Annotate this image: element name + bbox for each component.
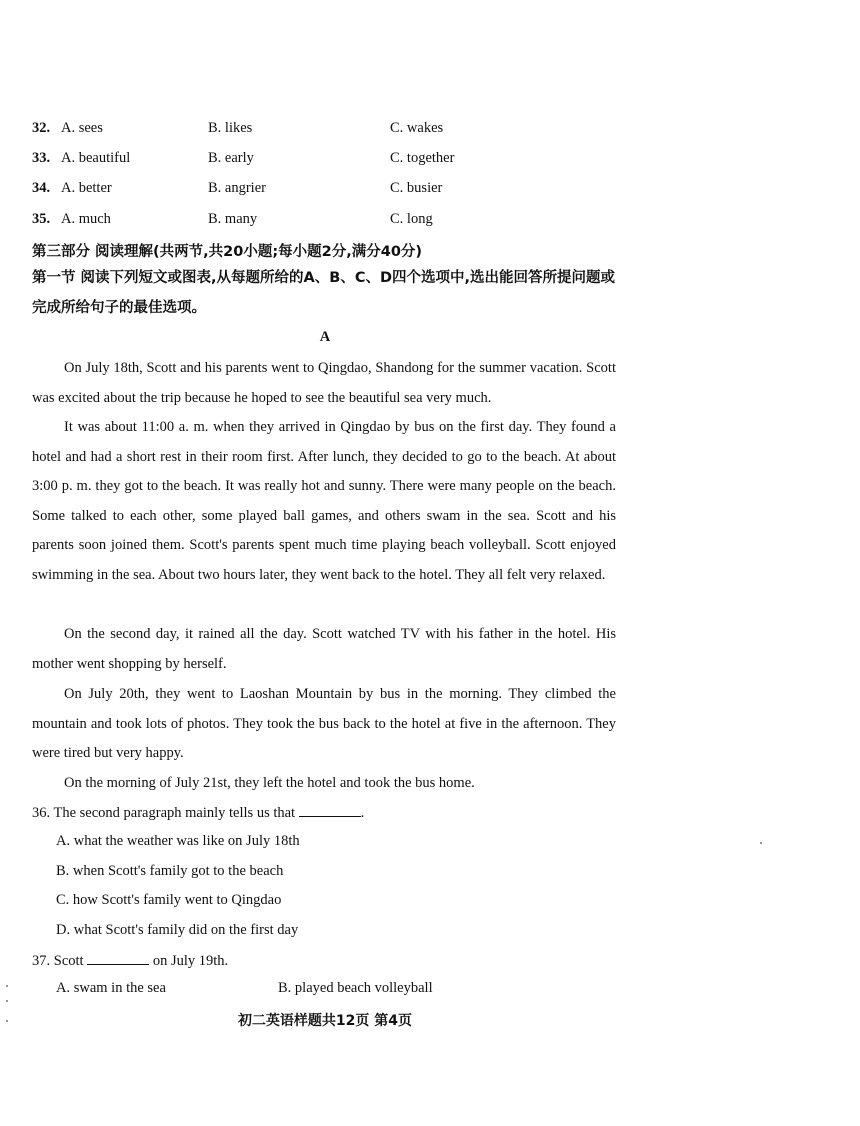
question-36-end: . [360, 805, 365, 821]
question-37-stem [32, 952, 228, 970]
question-36-choice-c: C. how Scott's family went to Qingdao [56, 892, 282, 908]
scan-speck [6, 1000, 8, 1002]
scan-speck [6, 985, 8, 987]
choice-c: C. busier [390, 180, 443, 196]
question-36-choice-a: A. what the weather was like on July 18th [56, 833, 300, 849]
question-number: 33. [32, 150, 51, 166]
option-row-33 [32, 150, 552, 170]
question-number: 35. [32, 211, 51, 227]
answer-blank [299, 804, 361, 817]
paragraph-1: On July 18th, Scott and his parents went to Qingdao, Shandong for the summer vacation. Scott was excited about the trip because he hoped to see the beautiful sea very much. [32, 360, 616, 406]
scan-speck [760, 842, 762, 844]
choice-b: B. angrier [208, 180, 266, 196]
choice-a: A. sees [61, 120, 103, 136]
option-row-34 [32, 180, 552, 200]
choice-c: C. together [390, 150, 455, 166]
question-number: 34. [32, 180, 51, 196]
question-37-choice-a: A. swam in the sea [56, 980, 166, 996]
paragraph-5: On the morning of July 21st, they left the hotel and took the bus home. [64, 775, 475, 791]
question-36-stem [32, 804, 364, 822]
question-36-text: 36. The second paragraph mainly tells us that [32, 805, 296, 821]
choice-b: B. many [208, 211, 258, 227]
page-footer: 初二英语样题共12页 第4页 [237, 1013, 413, 1029]
option-row-32 [32, 120, 552, 140]
section-three-title: 第三部分 阅读理解(共两节,共20小题;每小题2分,满分40分) [32, 244, 423, 260]
paragraph-4: On July 20th, they went to Laoshan Mountain by bus in the morning. They climbed the mountain and took lots of photos. They took the bus back to the hotel at five in the afternoon. They were tired but very happy. [32, 686, 616, 762]
choice-b: B. early [208, 150, 254, 166]
choice-a: A. better [61, 180, 112, 196]
choice-a: A. beautiful [61, 150, 131, 166]
question-37-end: on July 19th. [152, 953, 229, 969]
question-37-text: 37. Scott [32, 953, 84, 969]
choice-c: C. wakes [390, 120, 444, 136]
choice-a: A. much [61, 211, 111, 227]
question-37-choice-b: B. played beach volleyball [278, 980, 433, 996]
section-one-instruction: 第一节 阅读下列短文或图表,从每题所给的A、B、C、D四个选项中,选出能回答所提问题或完成所给句子的最佳选项。 [32, 270, 616, 316]
scan-speck [6, 1020, 8, 1022]
option-row-35 [32, 211, 552, 231]
choice-b: B. likes [208, 120, 253, 136]
answer-blank [87, 952, 149, 965]
question-36-choice-b: B. when Scott's family got to the beach [56, 863, 284, 879]
paragraph-2: It was about 11:00 a. m. when they arrived in Qingdao by bus on the first day. They found a hotel and had a short rest in their room first. After lunch, they decided to go to the beach. At about 3:00 p. m. they got to the beach. It was really hot and sunny. There were many people on the beach. Some talked to each other, some played ball games, and others swam in the sea. Scott and his parents soon joined them. Scott's parents spent much time playing beach volleyball. Scott enjoyed swimming in the sea. About two hours later, they went back to the hotel. They all felt very relaxed. [32, 419, 616, 583]
passage-title: A [319, 329, 331, 345]
paragraph-3: On the second day, it rained all the day. Scott watched TV with his father in the hotel. His mother went shopping by herself. [32, 626, 616, 672]
choice-c: C. long [390, 211, 433, 227]
question-number: 32. [32, 120, 51, 136]
question-36-choice-d: D. what Scott's family did on the first day [56, 922, 299, 938]
